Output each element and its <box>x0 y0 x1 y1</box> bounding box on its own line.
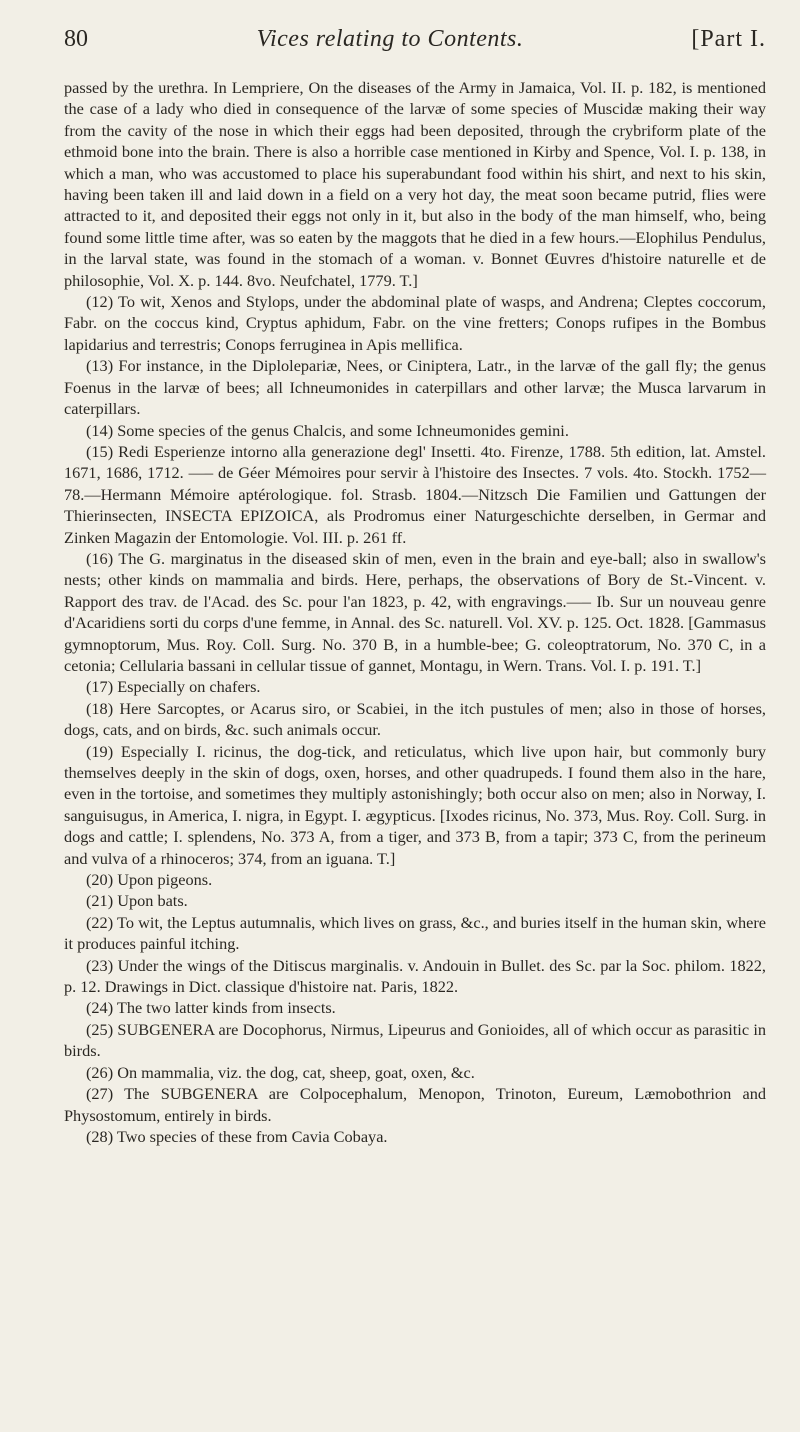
footnote-16: (16) The G. marginatus in the diseased skin of men, even in the brain and eye-ball; also in swallow's nests; other kinds on mammalia and birds. Here, perhaps, the observations of Bory de St.-Vincent. v. Rapport des trav. de l'Acad. des Sc. pour l'an 1823, p. 42, with engravings.—– Ib. Sur un nouveau genre d'Acaridiens sorti du corps d'une femme, in Annal. des Sc. naturell. Vol. XV. p. 125. Oct. 1828. [Gammasus gymnoptorum, Mus. Roy. Coll. Surg. No. 370 B, in a humble-bee; G. coleoptratorum, No. 370 C, in a cetonia; Cellularia bassani in cellular tissue of gannet, Montagu, in Wern. Trans. Vol. I. p. 191. T.] <box>64 548 766 675</box>
footnote-12: (12) To wit, Xenos and Stylops, under the abdominal plate of wasps, and Andrena; Cleptes coccorum, Fabr. on the coccus kind, Cryptus aphidum, Fabr. on the vine fretters; Conops rufipes in the Bombus lapidarius and terrestris; Conops ferruginea in Apis mellifica. <box>64 292 766 354</box>
footnotes-body <box>64 77 766 1147</box>
footnote-13: (13) For instance, in the Diplolepariæ, Nees, or Ciniptera, Latr., in the larvæ of the gall fly; the genus Foenus in the larvæ of bees; all Ichneumonides in caterpillars and other larvæ; the Musca larvarum in caterpillars. <box>64 356 766 419</box>
footnote-21: (21) Upon bats. <box>86 891 188 911</box>
page-number: 80 <box>64 26 88 52</box>
footnote-19: (19) Especially I. ricinus, the dog-tick, and reticulatus, which live upon hair, but commonly bury themselves deeply in the skin of dogs, oxen, horses, and other quadrupeds. I found them also in the hare, even in the tortoise, and sometimes they multiply astonishingly; both occur also on men; also in Norway, I. sanguisugus, in America, I. nigra, in Egypt. I. ægypticus. [Ixodes ricinus, No. 373, Mus. Roy. Coll. Surg. in dogs and cattle; I. splendens, No. 373 A, from a tiger, and 373 B, from a tapir; 373 C, from the perineum and vulva of a rhinoceros; 374, from an iguana. T.] <box>64 741 766 868</box>
part-label: [Part I. <box>691 26 766 52</box>
footnote-23: (23) Under the wings of the Ditiscus marginalis. v. Andouin in Bullet. des Sc. par la Soc. philom. 1822, p. 12. Drawings in Dict. classique d'histoire nat. Paris, 1822. <box>64 955 766 997</box>
footnote-26: (26) On mammalia, viz. the dog, cat, sheep, goat, oxen, &c. <box>86 1062 475 1082</box>
running-title: Vices relating to Contents. <box>256 26 524 52</box>
footnote-14: (14) Some species of the genus Chalcis, and some Ichneumonides gemini. <box>86 420 569 440</box>
footnote-28: (28) Two species of these from Cavia Cobaya. <box>86 1126 388 1146</box>
footnote-25: (25) SUBGENERA are Docophorus, Nirmus, Lipeurus and Gonioides, all of which occur as parasitic in birds. <box>64 1019 766 1061</box>
footnote-20: (20) Upon pigeons. <box>86 870 213 890</box>
footnote-18: (18) Here Sarcoptes, or Acarus siro, or Scabiei, in the itch pustules of men; also in those of horses, dogs, cats, and on birds, &c. such animals occur. <box>64 698 766 740</box>
paragraph-continued: passed by the urethra. In Lempriere, On the diseases of the Army in Jamaica, Vol. II. p. 182, is mentioned the case of a lady who died in consequence of the larvæ of some species of Muscidæ making their way from the cavity of the nose in which their eggs had been deposited, through the crybriform plate of the ethmoid bone into the brain. There is also a horrible case mentioned in Kirby and Spence, Vol. I. p. 138, in which a man, who was accustomed to place his superabundant food within his shirt, and next to his skin, having been taken ill and laid down in a field on a very hot day, the meat soon became putrid, flies were attracted to it, and deposited their eggs not only in it, but also in the body of the man himself, who, being found some little time after, was so eaten by the maggots that he died in a few hours.—Elophilus Pendulus, in the larval state, was found in the stomach of a woman. v. Bonnet Œuvres d'histoire naturelle et de philosophie, Vol. X. p. 144. 8vo. Neufchatel, 1779. T.] <box>64 78 766 290</box>
footnote-15: (15) Redi Esperienze intorno alla generazione degl' Insetti. 4to. Firenze, 1788. 5th edition, lat. Amstel. 1671, 1686, 1712. —– de Géer Mémoires pour servir à l'histoire des Insectes. 7 vols. 4to. Stockh. 1752—78.—Hermann Mémoire aptérologique. fol. Strasb. 1804.—Nitzsch Die Familien und Gattungen der Thierinsecten, INSECTA EPIZOICA, als Prodromus einer Naturgeschichte derselben, in Germar and Zinken Magazin der Entomologie. Vol. III. p. 261 ff. <box>64 441 766 547</box>
footnote-24: (24) The two latter kinds from insects. <box>86 998 336 1018</box>
footnote-17: (17) Especially on chafers. <box>86 677 261 697</box>
footnote-27: (27) The SUBGENERA are Colpocephalum, Menopon, Trinoton, Eureum, Læmobothrion and Physostomum, entirely in birds. <box>64 1084 766 1125</box>
running-header <box>64 26 766 53</box>
footnote-22: (22) To wit, the Leptus autumnalis, which lives on grass, &c., and buries itself in the human skin, where it produces painful itching. <box>64 912 766 954</box>
